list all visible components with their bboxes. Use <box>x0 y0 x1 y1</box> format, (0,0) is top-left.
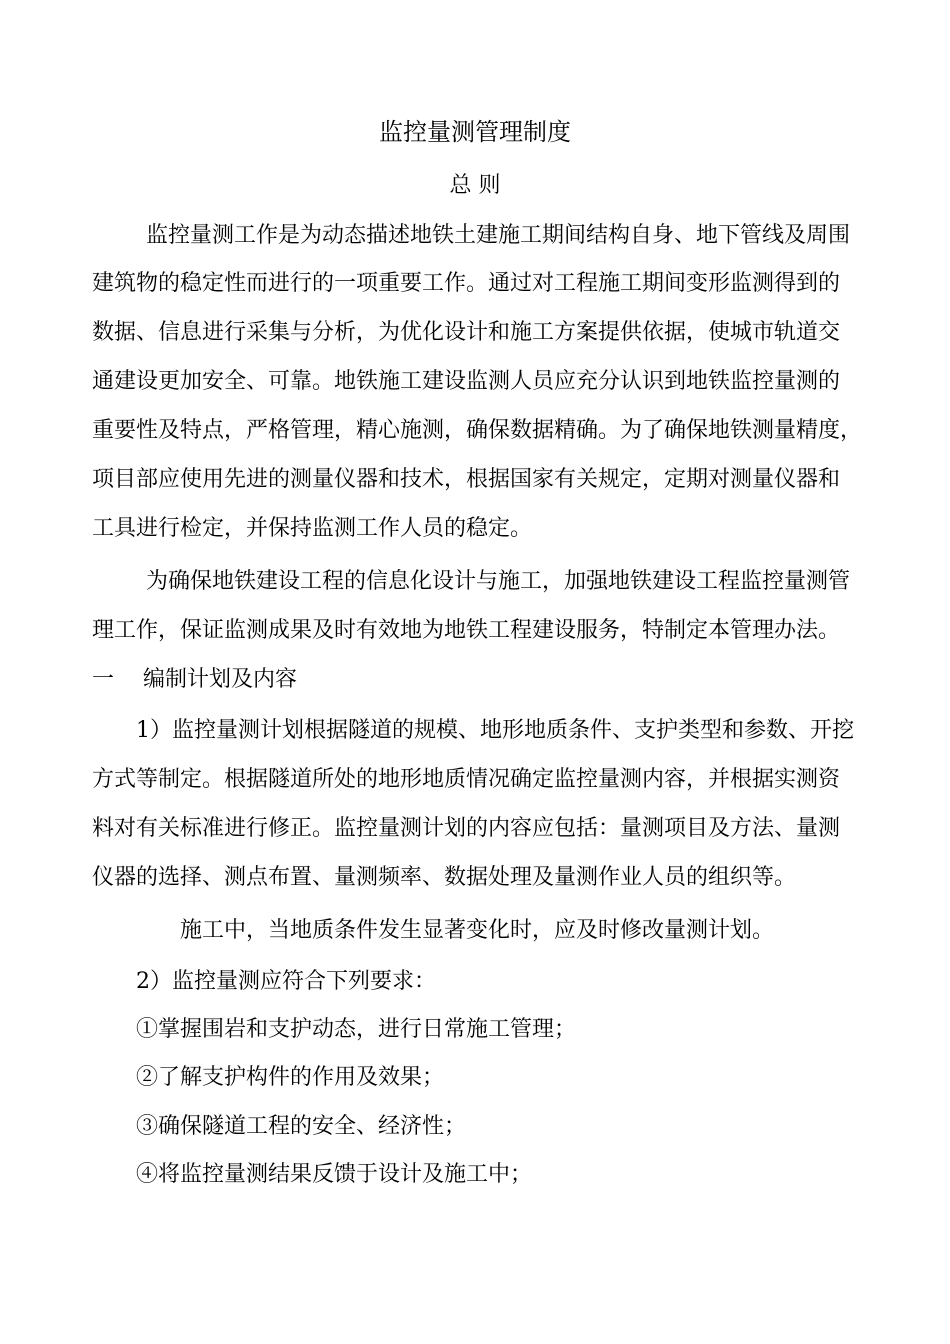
paragraph-line: 为确保地铁建设工程的信息化设计与施工，加强地铁建设工程监控量测管 <box>146 569 851 594</box>
paragraph-line: 理工作，保证监测成果及时有效地为地铁工程建设服务，特制定本管理办法。 <box>92 618 841 643</box>
paragraph-line: 料对有关标准进行修正。监控量测计划的内容应包括：量测项目及方法、量测 <box>92 816 841 841</box>
list-item-line: ①掌握围岩和支护动态，进行日常施工管理； <box>136 1017 577 1042</box>
list-item-line: ③确保隧道工程的安全、经济性； <box>136 1114 467 1139</box>
document-title: 监控量测管理制度 <box>379 118 571 146</box>
paragraph-line: 重要性及特点，严格管理，精心施测，确保数据精确。为了确保地铁测量精度， <box>92 418 863 443</box>
paragraph-line: 项目部应使用先进的测量仪器和技术，根据国家有关规定，定期对测量仪器和 <box>92 467 841 492</box>
paragraph-line: 方式等制定。根据隧道所处的地形地质情况确定监控量测内容，并根据实测资 <box>92 767 841 792</box>
paragraph-line: 建筑物的稳定性而进行的一项重要工作。通过对工程施工期间变形监测得到的 <box>92 271 841 296</box>
paragraph-line: 施工中，当地质条件发生显著变化时，应及时修改量测计划。 <box>180 918 775 943</box>
list-item-line: ②了解支护构件的作用及效果； <box>136 1065 445 1090</box>
paragraph-line: 通建设更加安全、可靠。地铁施工建设监测人员应充分认识到地铁监控量测的 <box>92 369 841 394</box>
section-heading: 一 编制计划及内容 <box>92 667 297 692</box>
paragraph-line: 监控量测工作是为动态描述地铁土建施工期间结构自身、地下管线及周围 <box>146 223 851 248</box>
list-item-line: ④将监控量测结果反馈于设计及施工中； <box>136 1162 533 1187</box>
paragraph-line: 仪器的选择、测点布置、量测频率、数据处理及量测作业人员的组织等。 <box>92 865 797 890</box>
list-item-line: 1）监控量测计划根据隧道的规模、地形地质条件、支护类型和参数、开挖 <box>136 718 854 743</box>
paragraph-line: 工具进行检定，并保持监测工作人员的稳定。 <box>92 516 533 541</box>
section-heading-general: 总 则 <box>449 173 501 198</box>
paragraph-line: 数据、信息进行采集与分析，为优化设计和施工方案提供依据，使城市轨道交 <box>92 320 841 345</box>
list-item-line: 2）监控量测应符合下列要求： <box>136 969 436 994</box>
